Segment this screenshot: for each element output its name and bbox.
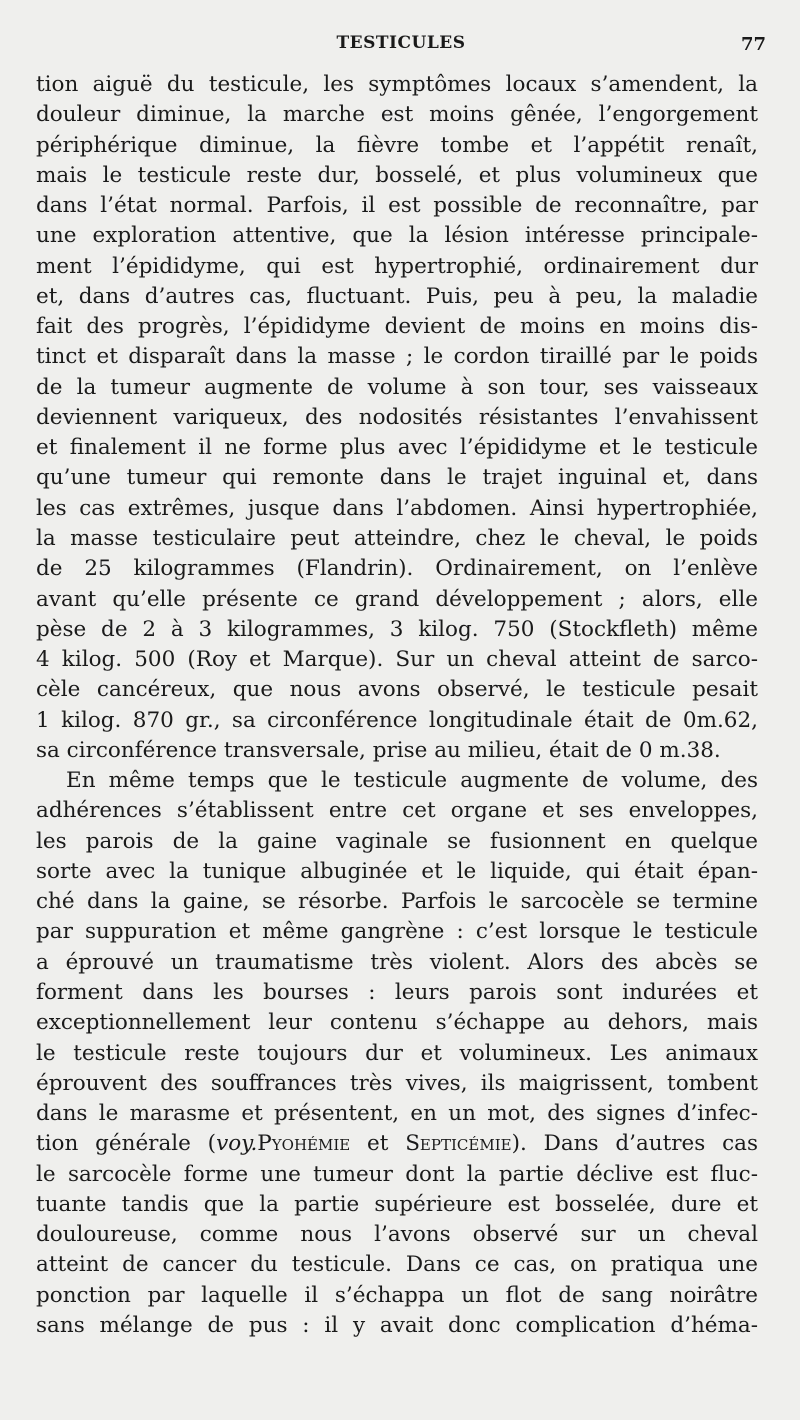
text-line: pèse de 2 à 3 kilogrammes, 3 kilog. 750 (Stockfleth) même <box>36 616 758 642</box>
paragraph-first-line: En même temps que le testicule augmente de volume, des <box>66 768 758 794</box>
voy-abbreviation: voy. <box>216 1131 258 1157</box>
text-line: une exploration attentive, que la lésion intéresse principale- <box>36 223 758 249</box>
text-line: a éprouvé un traumatisme très violent. Alors des abcès se <box>36 949 758 975</box>
text-line: dans le marasme et présentent, en un mot, des signes d’infec- <box>36 1101 758 1127</box>
text-line: tuante tandis que la partie supérieure est bosselée, dure et <box>36 1191 758 1217</box>
text-line: ché dans la gaine, se résorbe. Parfois le sarcocèle se termine <box>36 889 758 915</box>
text-line: par suppuration et même gangrène : c’est lorsque le testicule <box>36 919 758 945</box>
text-line: cèle cancéreux, que nous avons observé, le testicule pesait <box>36 677 758 703</box>
text-fragment: et <box>350 1131 406 1157</box>
text-line: douleur diminue, la marche est moins gênée, l’engorgement <box>36 102 758 128</box>
text-line: de la tumeur augmente de volume à son tour, ses vaisseaux <box>36 374 758 400</box>
crossref-pyohemie: Pyohémie <box>257 1131 351 1157</box>
text-line: le sarcocèle forme une tumeur dont la partie déclive est fluc- <box>36 1161 758 1187</box>
text-line: atteint de cancer du testicule. Dans ce cas, on pratiqua une <box>36 1252 758 1278</box>
text-line: ment l’épididyme, qui est hypertrophié, ordinairement dur <box>36 253 758 279</box>
body-text <box>36 70 758 1341</box>
text-line: de 25 kilogrammes (Flandrin). Ordinairement, on l’enlève <box>36 556 758 582</box>
text-line: mais le testicule reste dur, bosselé, et plus volumineux que <box>36 162 758 188</box>
page-header <box>36 33 766 59</box>
text-line: éprouvent des souffrances très vives, ils maigrissent, tombent <box>36 1070 758 1096</box>
text-line: adhérences s’établissent entre cet organe et ses enveloppes, <box>36 798 758 824</box>
text-line: avant qu’elle présente ce grand développement ; alors, elle <box>36 586 758 612</box>
text-line: 4 kilog. 500 (Roy et Marque). Sur un cheval atteint de sarco- <box>36 647 758 673</box>
text-line: tion aiguë du testicule, les symptômes locaux s’amendent, la <box>36 72 758 97</box>
text-line: périphérique diminue, la fièvre tombe et l’appétit renaît, <box>36 132 758 158</box>
text-fragment: ). Dans d’autres cas <box>511 1131 758 1157</box>
text-line: les parois de la gaine vaginale se fusionnent en quelque <box>36 828 758 854</box>
text-line: 1 kilog. 870 gr., sa circonférence longitudinale était de 0m.62, <box>36 707 758 733</box>
text-line: sans mélange de pus : il y avait donc complication d’héma- <box>36 1312 758 1338</box>
running-head: TESTICULES <box>336 33 466 53</box>
text-line: exceptionnellement leur contenu s’échappe au dehors, mais <box>36 1010 758 1036</box>
text-line: le testicule reste toujours dur et volumineux. Les animaux <box>36 1040 758 1066</box>
text-line: sorte avec la tunique albuginée et le liquide, qui était épan- <box>36 858 758 884</box>
text-line: qu’une tumeur qui remonte dans le trajet inguinal et, dans <box>36 465 758 491</box>
text-line-crossref <box>36 1129 758 1159</box>
text-line: douloureuse, comme nous l’avons observé sur un cheval <box>36 1222 758 1248</box>
text-line: deviennent variqueux, des nodosités résistantes l’envahissent <box>36 404 758 430</box>
text-line: forment dans les bourses : leurs parois sont indurées et <box>36 979 758 1005</box>
paragraph-last-line: sa circonférence transversale, prise au milieu, était de 0 m.38. <box>36 737 721 763</box>
page-number: 77 <box>740 34 766 55</box>
text-line: dans l’état normal. Parfois, il est possible de reconnaître, par <box>36 193 758 219</box>
text-line: fait des progrès, l’épididyme devient de moins en moins dis- <box>36 314 758 340</box>
text-line: et finalement il ne forme plus avec l’épididyme et le testicule <box>36 435 758 461</box>
text-line: ponction par laquelle il s’échappa un flot de sang noirâtre <box>36 1282 758 1308</box>
text-fragment: tion générale ( <box>36 1131 217 1157</box>
crossref-septicemie: Septicémie <box>405 1131 512 1157</box>
text-line: la masse testiculaire peut atteindre, chez le cheval, le poids <box>36 525 758 551</box>
text-line: les cas extrêmes, jusque dans l’abdomen. Ainsi hypertrophiée, <box>36 495 758 521</box>
text-line: et, dans d’autres cas, fluctuant. Puis, peu à peu, la maladie <box>36 283 758 309</box>
text-line: tinct et disparaît dans la masse ; le cordon tiraillé par le poids <box>36 344 758 370</box>
